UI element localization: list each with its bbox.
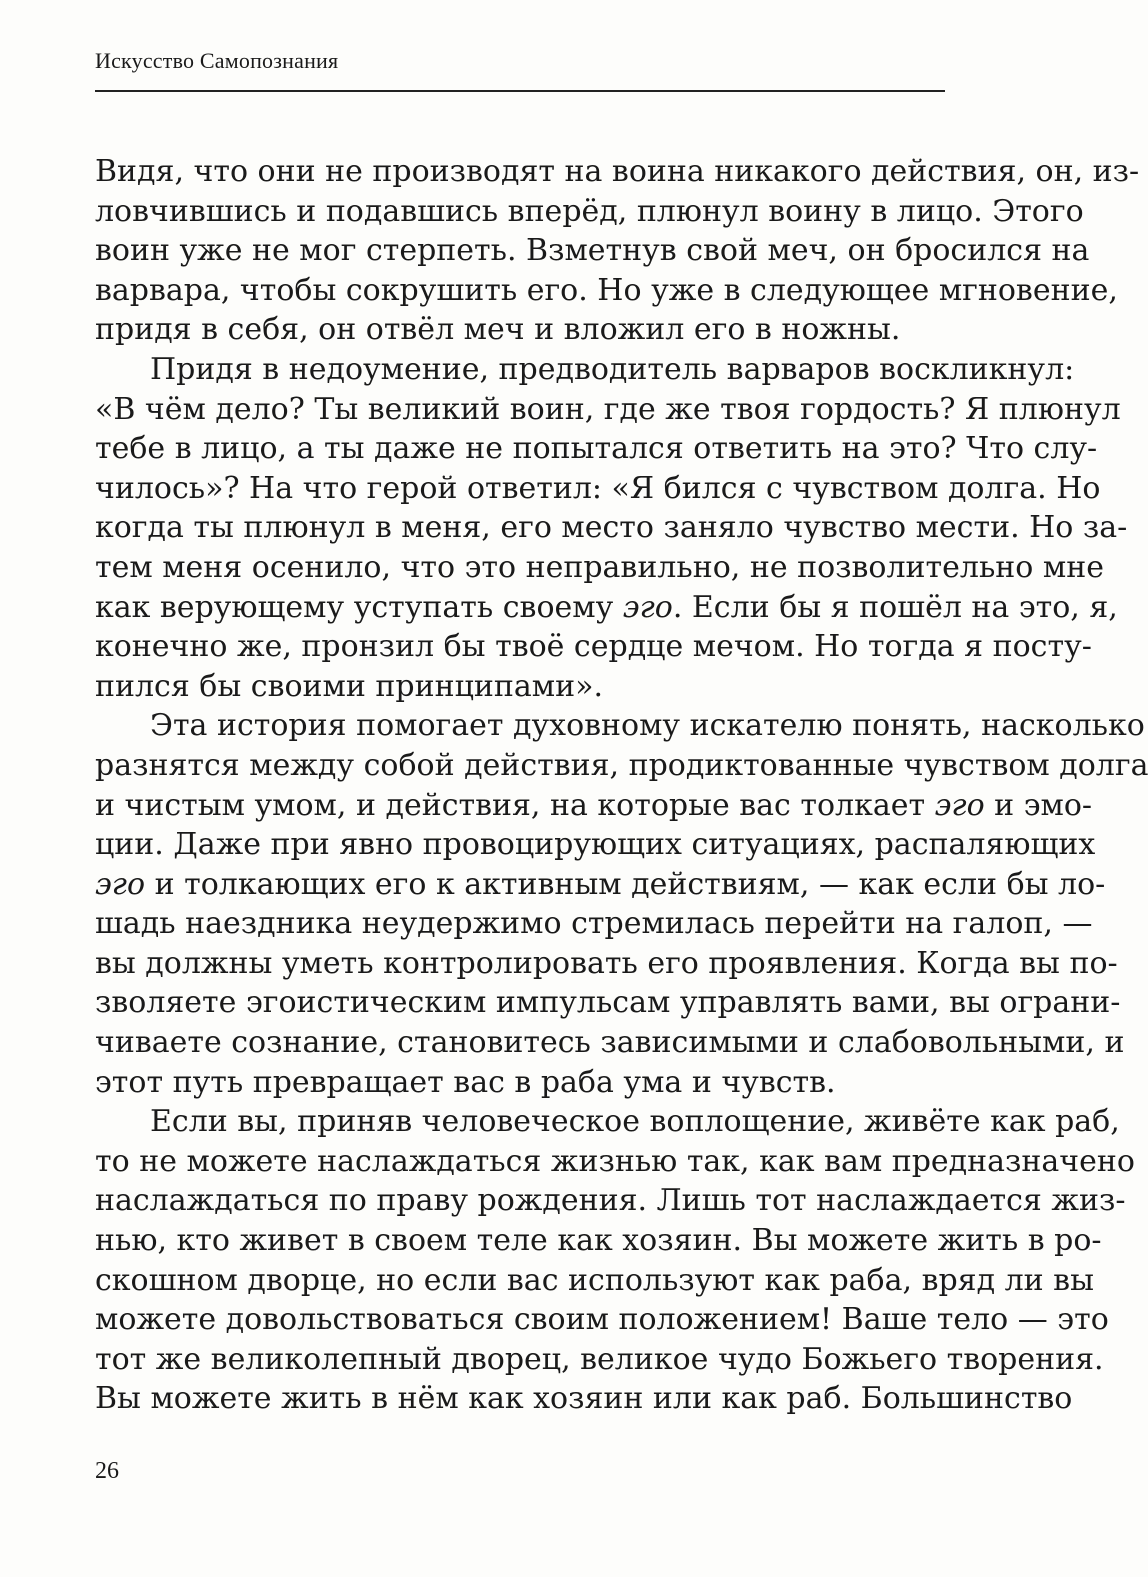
- italic-term: эго: [95, 866, 146, 902]
- text-segment: нью, кто живет в своем теле как хозяин. Вы можете жить в ро-: [95, 1223, 1102, 1259]
- text-segment: разнятся между собой действия, продиктованные чувством долга: [95, 747, 1148, 783]
- text-segment: Если вы, приняв человеческое воплощение, живёте как раб,: [150, 1104, 1120, 1140]
- text-line: [95, 390, 1121, 430]
- text-line: [95, 944, 1118, 984]
- text-line: [95, 1261, 1094, 1301]
- text-segment: Эта история помогает духовному искателю понять, насколько: [150, 708, 1145, 744]
- text-line: [95, 1181, 1126, 1221]
- text-segment: шадь наездника неудержимо стремилась перейти на галоп, —: [95, 906, 1093, 942]
- text-segment: воин уже не мог стерпеть. Взметнув свой меч, он бросился на: [95, 233, 1090, 269]
- text-segment: можете довольствоваться своим положением! Ваше тело — это: [95, 1302, 1109, 1338]
- page-number: 26: [95, 1458, 119, 1484]
- italic-term: эго: [934, 787, 985, 823]
- header-rule: [95, 90, 945, 92]
- text-line: [95, 1379, 1073, 1419]
- text-line: [95, 1102, 1120, 1142]
- text-segment: вы должны уметь контролировать его проявления. Когда вы по-: [95, 945, 1118, 981]
- text-line: [95, 865, 1106, 905]
- text-line: [95, 1023, 1125, 1063]
- text-line: [95, 310, 945, 350]
- text-segment: скошном дворце, но если вас используют как раба, вряд ли вы: [95, 1262, 1094, 1298]
- text-line: [95, 469, 1101, 509]
- text-segment: тебе в лицо, а ты даже не попытался ответить на это? Что слу-: [95, 431, 1098, 467]
- text-segment: варвара, чтобы сокрушить его. Но уже в следующее мгновение,: [95, 272, 1118, 308]
- italic-term: эго: [622, 589, 673, 625]
- text-segment: Придя в недоумение, предводитель варваров воскликнул:: [150, 351, 1075, 387]
- text-line: [95, 667, 945, 707]
- text-line: [95, 1142, 1135, 1182]
- text-line: [95, 1063, 945, 1103]
- text-line: [95, 786, 1093, 826]
- text-line: [95, 627, 1092, 667]
- text-line: [95, 271, 1118, 311]
- text-segment: . Если бы я пошёл на это, я,: [672, 589, 1118, 625]
- text-segment: конечно же, пронзил бы твоё сердце мечом. Но тогда я посту-: [95, 629, 1092, 665]
- text-line: [95, 983, 1121, 1023]
- text-line: [95, 508, 1128, 548]
- body-text: [95, 152, 1148, 1419]
- text-line: [95, 548, 1104, 588]
- text-line: [95, 706, 1145, 746]
- text-segment: Вы можете жить в нём как хозяин или как раб. Большинство: [95, 1381, 1073, 1417]
- text-line: [95, 1300, 1109, 1340]
- text-segment: Видя, что они не производят на воина никакого действия, он, из-: [95, 154, 1140, 189]
- text-line: [95, 350, 1075, 390]
- text-segment: зволяете эгоистическим импульсам управлять вами, вы ограни-: [95, 985, 1121, 1021]
- text-line: [95, 152, 1140, 192]
- text-segment: этот путь превращает вас в раба ума и чувств.: [95, 1064, 836, 1100]
- text-line: [95, 192, 1084, 232]
- text-segment: чиваете сознание, становитесь зависимыми и слабовольными, и: [95, 1025, 1125, 1061]
- text-line: [95, 231, 1090, 271]
- text-segment: тем меня осенило, что это неправильно, не позволительно мне: [95, 549, 1104, 585]
- text-line: [95, 429, 1098, 469]
- text-line: [95, 588, 1118, 628]
- text-line: [95, 1340, 1104, 1380]
- text-segment: и толкающих его к активным действиям, — как если бы ло-: [145, 866, 1106, 902]
- text-segment: и чистым умом, и действия, на которые вас толкает: [95, 787, 935, 823]
- text-segment: «В чём дело? Ты великий воин, где же твоя гордость? Я плюнул: [95, 391, 1121, 427]
- text-segment: наслаждаться по праву рождения. Лишь тот наслаждается жиз-: [95, 1183, 1126, 1219]
- text-line: [95, 746, 1148, 786]
- text-segment: и эмо-: [984, 787, 1093, 823]
- text-segment: чилось»? На что герой ответил: «Я бился с чувством долга. Но: [95, 470, 1101, 506]
- text-line: [95, 825, 1096, 865]
- text-segment: то не можете наслаждаться жизнью так, как вам предназначено: [95, 1143, 1135, 1179]
- text-segment: когда ты плюнул в меня, его место заняло чувство мести. Но за-: [95, 510, 1128, 546]
- text-segment: ловчившись и подавшись вперёд, плюнул воину в лицо. Этого: [95, 193, 1084, 229]
- text-line: [95, 904, 1093, 944]
- text-line: [95, 1221, 1102, 1261]
- text-segment: ции. Даже при явно провоцирующих ситуациях, распаляющих: [95, 827, 1096, 863]
- text-segment: пился бы своими принципами».: [95, 668, 603, 704]
- text-segment: тот же великолепный дворец, великое чудо Божьего творения.: [95, 1341, 1104, 1377]
- running-header-title: Искусство Самопознания: [95, 48, 339, 73]
- text-segment: придя в себя, он отвёл меч и вложил его в ножны.: [95, 312, 901, 348]
- text-segment: как верующему уступать своему: [95, 589, 623, 625]
